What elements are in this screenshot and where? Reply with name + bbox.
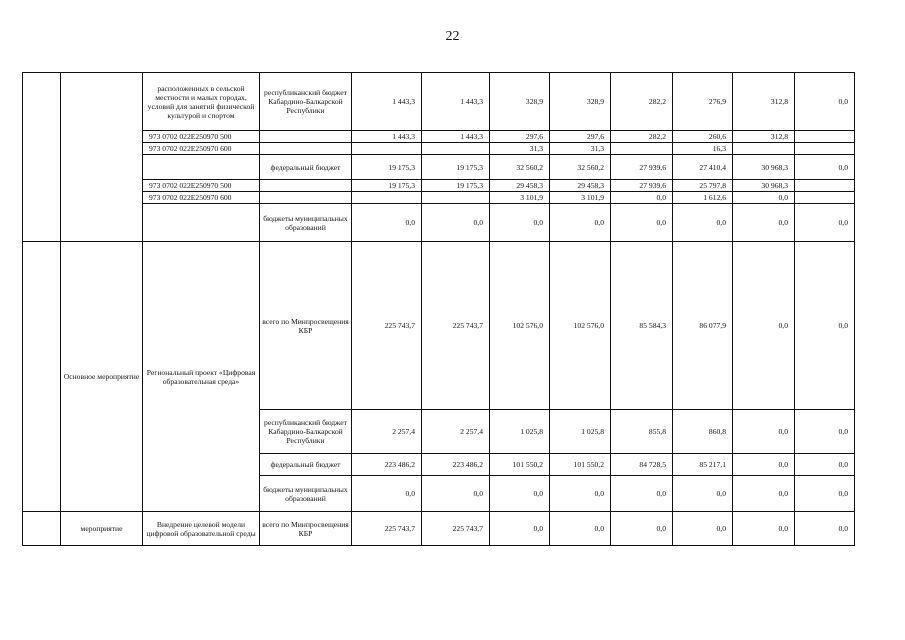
- event-type: мероприятие: [61, 512, 143, 546]
- empty-cell: [23, 242, 61, 512]
- value-cell: 0,0: [733, 410, 795, 454]
- funding-source: бюджеты муниципальных образований: [260, 476, 352, 512]
- value-cell: 0,0: [611, 192, 673, 204]
- funding-source: федеральный бюджет: [260, 454, 352, 476]
- value-cell: 29 458,3: [550, 180, 611, 192]
- value-cell: 0,0: [611, 512, 673, 546]
- value-cell: 0,0: [490, 476, 550, 512]
- table-row: [23, 204, 855, 242]
- funding-source: республиканский бюджет Кабардино-Балкарской Республики: [260, 73, 352, 131]
- value-cell: 225 743,7: [422, 512, 490, 546]
- value-cell: 1 612,6: [673, 192, 733, 204]
- value-cell: 0,0: [795, 242, 855, 410]
- value-cell: [352, 143, 422, 155]
- value-cell: 19 175,3: [422, 180, 490, 192]
- value-cell: 0,0: [352, 204, 422, 242]
- value-cell: 19 175,3: [352, 155, 422, 180]
- table-row: [23, 131, 855, 143]
- value-cell: 0,0: [673, 204, 733, 242]
- value-cell: 0,0: [550, 476, 611, 512]
- value-cell: 30 968,3: [733, 155, 795, 180]
- value-cell: [733, 143, 795, 155]
- value-cell: 0,0: [673, 476, 733, 512]
- value-cell: 0,0: [673, 512, 733, 546]
- value-cell: [795, 131, 855, 143]
- value-cell: 27 410,4: [673, 155, 733, 180]
- empty-cell: [260, 192, 352, 204]
- value-cell: 85 217,1: [673, 454, 733, 476]
- value-cell: 30 968,3: [733, 180, 795, 192]
- budget-table: [22, 72, 855, 546]
- value-cell: 225 743,7: [422, 242, 490, 410]
- value-cell: 85 584,3: [611, 242, 673, 410]
- value-cell: 2 257,4: [352, 410, 422, 454]
- value-cell: 0,0: [352, 476, 422, 512]
- value-cell: 0,0: [490, 204, 550, 242]
- value-cell: 225 743,7: [352, 512, 422, 546]
- value-cell: 1 025,8: [490, 410, 550, 454]
- empty-cell: [23, 73, 61, 242]
- value-cell: 0,0: [422, 204, 490, 242]
- value-cell: 0,0: [611, 204, 673, 242]
- value-cell: 1 443,3: [352, 131, 422, 143]
- value-cell: 0,0: [795, 410, 855, 454]
- value-cell: 0,0: [490, 512, 550, 546]
- value-cell: 31,3: [550, 143, 611, 155]
- value-cell: [422, 192, 490, 204]
- value-cell: [352, 192, 422, 204]
- value-cell: 0,0: [733, 476, 795, 512]
- value-cell: 31,3: [490, 143, 550, 155]
- value-cell: 25 797,8: [673, 180, 733, 192]
- value-cell: 225 743,7: [352, 242, 422, 410]
- value-cell: 0,0: [611, 476, 673, 512]
- budget-code: 973 0702 022E250970 500: [143, 131, 260, 143]
- value-cell: 102 576,0: [550, 242, 611, 410]
- value-cell: [795, 192, 855, 204]
- value-cell: 328,9: [490, 73, 550, 131]
- value-cell: 101 550,2: [550, 454, 611, 476]
- budget-code: 973 0702 022E250970 600: [143, 192, 260, 204]
- event-title: Внедрение целевой модели цифровой образовательной среды: [143, 512, 260, 546]
- funding-source: всего по Минпросвещения КБР: [260, 512, 352, 546]
- value-cell: 2 257,4: [422, 410, 490, 454]
- value-cell: 84 728,5: [611, 454, 673, 476]
- value-cell: 223 486,2: [422, 454, 490, 476]
- value-cell: 0,0: [733, 512, 795, 546]
- value-cell: 16,3: [673, 143, 733, 155]
- value-cell: 1 443,3: [352, 73, 422, 131]
- value-cell: [422, 143, 490, 155]
- value-cell: 27 939,6: [611, 180, 673, 192]
- table-row: [23, 73, 855, 131]
- value-cell: 276,9: [673, 73, 733, 131]
- value-cell: 0,0: [733, 242, 795, 410]
- empty-cell: [260, 131, 352, 143]
- value-cell: 3 101,9: [550, 192, 611, 204]
- value-cell: 0,0: [795, 204, 855, 242]
- table-row: [23, 180, 855, 192]
- funding-source: всего по Минпросвещения КБР: [260, 242, 352, 410]
- funding-source: бюджеты муниципальных образований: [260, 204, 352, 242]
- value-cell: 0,0: [795, 476, 855, 512]
- value-cell: 1 443,3: [422, 131, 490, 143]
- value-cell: 0,0: [422, 476, 490, 512]
- event-title: Региональный проект «Цифровая образовательная среда»: [143, 242, 260, 512]
- value-cell: 0,0: [795, 454, 855, 476]
- value-cell: 0,0: [795, 155, 855, 180]
- value-cell: 297,6: [550, 131, 611, 143]
- value-cell: 29 458,3: [490, 180, 550, 192]
- value-cell: 260,6: [673, 131, 733, 143]
- value-cell: 32 560,2: [490, 155, 550, 180]
- value-cell: 0,0: [550, 204, 611, 242]
- value-cell: 282,2: [611, 73, 673, 131]
- value-cell: 0,0: [733, 204, 795, 242]
- value-cell: 19 175,3: [422, 155, 490, 180]
- table-row: [23, 242, 855, 410]
- empty-cell: [143, 155, 260, 180]
- value-cell: 0,0: [733, 192, 795, 204]
- value-cell: [611, 143, 673, 155]
- budget-code: 973 0702 022E250970 500: [143, 180, 260, 192]
- empty-cell: [23, 512, 61, 546]
- value-cell: 102 576,0: [490, 242, 550, 410]
- value-cell: 223 486,2: [352, 454, 422, 476]
- table-row: [23, 192, 855, 204]
- value-cell: 0,0: [795, 73, 855, 131]
- empty-cell: [143, 204, 260, 242]
- value-cell: 312,8: [733, 73, 795, 131]
- value-cell: 0,0: [795, 512, 855, 546]
- value-cell: 32 560,2: [550, 155, 611, 180]
- value-cell: 855,8: [611, 410, 673, 454]
- table-row: [23, 143, 855, 155]
- page-number: 22: [445, 29, 460, 44]
- value-cell: 297,6: [490, 131, 550, 143]
- value-cell: 860,8: [673, 410, 733, 454]
- table-row: [23, 155, 855, 180]
- event-title: расположенных в сельской местности и малых городах, условий для занятий физической культурой и спортом: [143, 73, 260, 131]
- value-cell: 1 025,8: [550, 410, 611, 454]
- value-cell: 27 939,6: [611, 155, 673, 180]
- value-cell: 282,2: [611, 131, 673, 143]
- value-cell: 328,9: [550, 73, 611, 131]
- value-cell: 19 175,3: [352, 180, 422, 192]
- value-cell: 3 101,9: [490, 192, 550, 204]
- value-cell: [795, 143, 855, 155]
- value-cell: 0,0: [550, 512, 611, 546]
- empty-cell: [260, 143, 352, 155]
- value-cell: [795, 180, 855, 192]
- value-cell: 0,0: [733, 454, 795, 476]
- value-cell: 101 550,2: [490, 454, 550, 476]
- empty-cell: [260, 180, 352, 192]
- table-row: [23, 512, 855, 546]
- value-cell: 1 443,3: [422, 73, 490, 131]
- funding-source: федеральный бюджет: [260, 155, 352, 180]
- event-type: Основное мероприятие: [61, 242, 143, 512]
- empty-cell: [61, 73, 143, 242]
- value-cell: 86 077,9: [673, 242, 733, 410]
- value-cell: 312,8: [733, 131, 795, 143]
- funding-source: республиканский бюджет Кабардино-Балкарской Республики: [260, 410, 352, 454]
- budget-code: 973 0702 022E250970 600: [143, 143, 260, 155]
